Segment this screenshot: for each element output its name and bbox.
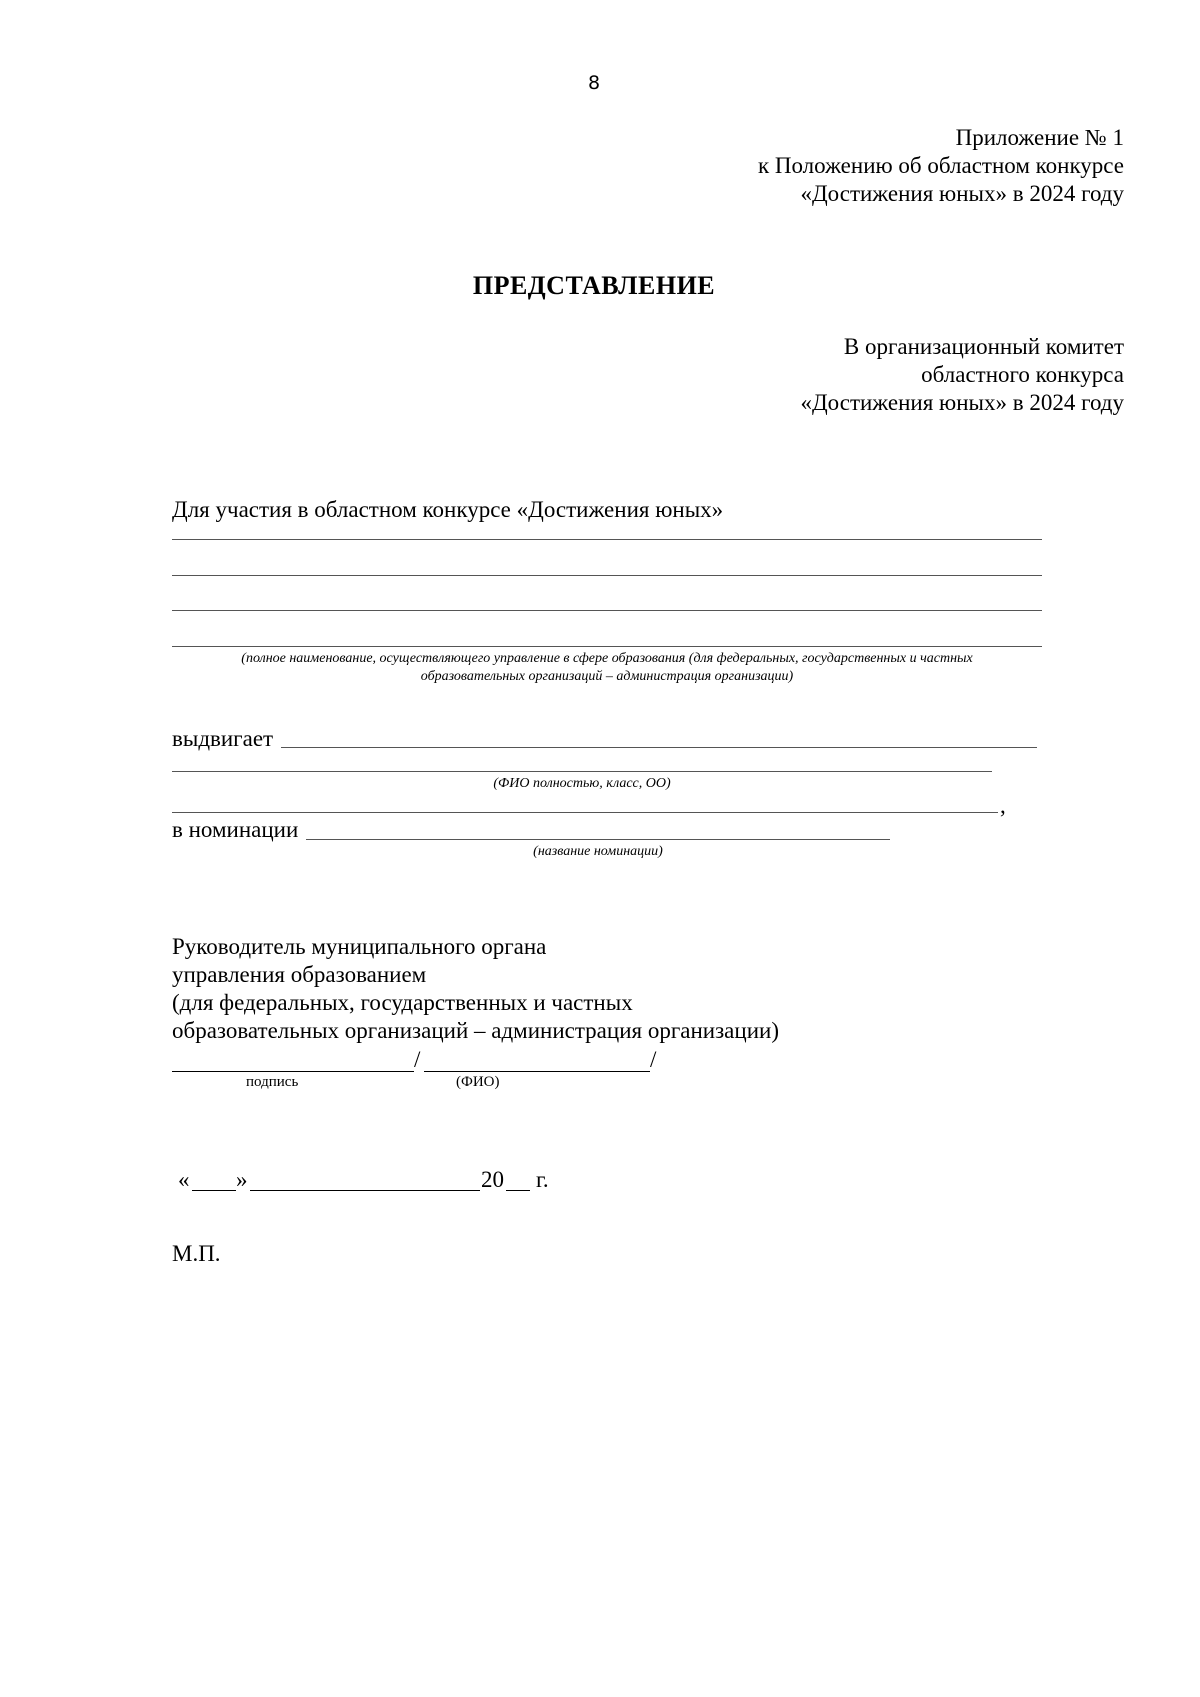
org-name-note (172, 650, 1042, 686)
org-name-note-line-1: (полное наименование, осуществляющего управление в сфере образования (для федеральных, государственных и частных (241, 651, 973, 666)
signatory-line-2: управления образованием (172, 962, 427, 987)
nominee-line-3[interactable] (172, 812, 998, 813)
org-name-line-3[interactable] (172, 610, 1042, 611)
nominee-comma: , (1000, 793, 1006, 818)
org-name-line-4[interactable] (172, 646, 1042, 647)
addressee-line-2: областного конкурса (921, 362, 1124, 387)
org-name-note-line-2: образовательных организаций – администрация организации) (420, 669, 794, 684)
date-day-line[interactable] (192, 1190, 236, 1191)
date-year-suffix: г. (536, 1167, 549, 1192)
nominee-note: (ФИО полностью, класс, ОО) (493, 776, 671, 791)
signature-caption: подпись (246, 1074, 299, 1090)
appendix-line-2: к Положению об областном конкурсе (757, 153, 1124, 178)
date-close-quote: » (236, 1167, 248, 1192)
appendix-header (758, 124, 1124, 208)
org-name-line-2[interactable] (172, 575, 1042, 576)
signature-line[interactable] (172, 1071, 414, 1072)
signatory-block (172, 933, 779, 1045)
date-year-prefix: 20 (481, 1167, 504, 1192)
signatory-line-4: образовательных организаций – администрация организации) (172, 1018, 779, 1043)
appendix-line-3: «Достижения юных» в 2024 году (800, 181, 1124, 206)
participation-intro: Для участия в областном конкурсе «Достижения юных» (172, 497, 724, 522)
stamp-mark: М.П. (172, 1241, 221, 1266)
signature-slash-1: / (414, 1047, 421, 1072)
signatory-line-3: (для федеральных, государственных и частных (172, 990, 633, 1015)
appendix-line-1: Приложение № 1 (955, 125, 1124, 150)
nomination-label: в номинации (172, 817, 299, 842)
addressee-line-1: В организационный комитет (843, 334, 1124, 359)
fio-caption: (ФИО) (456, 1074, 500, 1090)
nomination-note: (название номинации) (533, 844, 663, 859)
document-title: ПРЕДСТАВЛЕНИЕ (472, 271, 716, 300)
nominee-label: выдвигает (172, 726, 274, 751)
nominee-line-2[interactable] (172, 771, 992, 772)
fio-line[interactable] (424, 1071, 650, 1072)
nominee-line-1[interactable] (281, 747, 1037, 748)
signature-slash-2: / (650, 1047, 657, 1072)
nomination-line[interactable] (306, 839, 890, 840)
date-open-quote: « (178, 1167, 190, 1192)
date-month-line[interactable] (250, 1190, 480, 1191)
org-name-line-1[interactable] (172, 539, 1042, 540)
date-year-line[interactable] (506, 1190, 530, 1191)
addressee-block (800, 333, 1124, 417)
signatory-line-1: Руководитель муниципального органа (172, 934, 547, 959)
addressee-line-3: «Достижения юных» в 2024 году (800, 390, 1124, 415)
page-number: 8 (587, 72, 601, 94)
